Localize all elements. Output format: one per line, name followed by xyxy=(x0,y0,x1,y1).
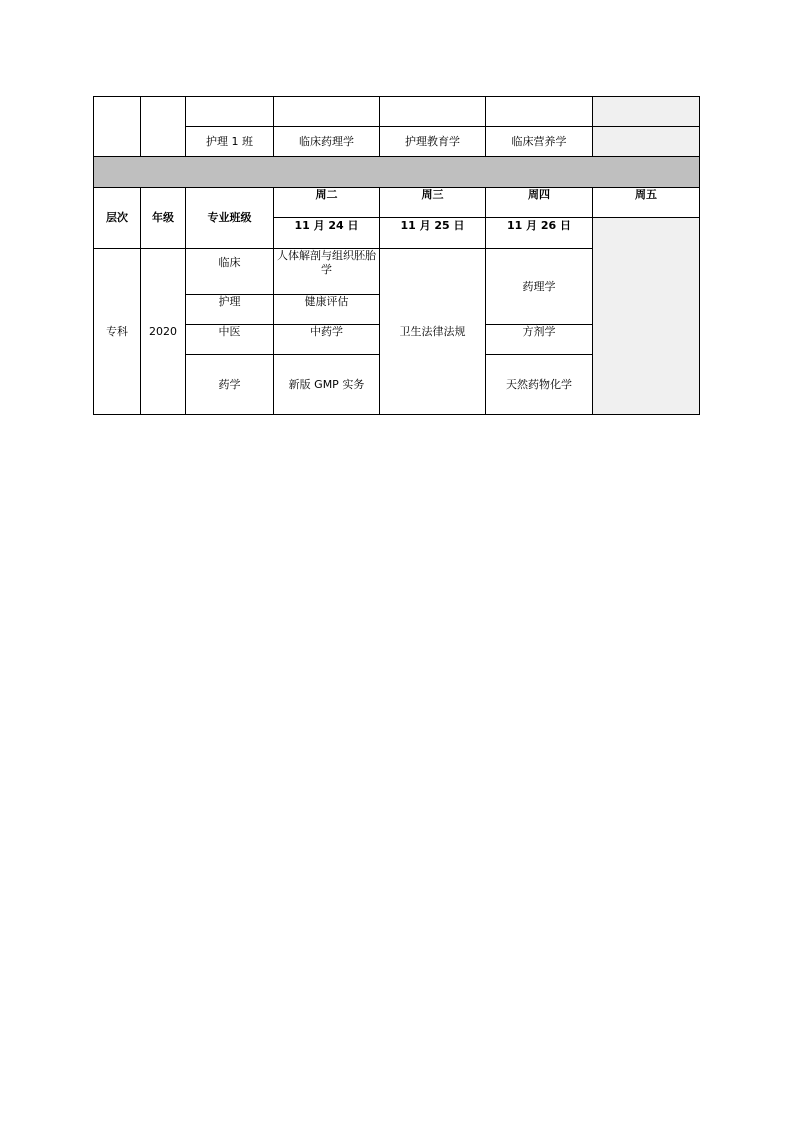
table-row xyxy=(94,97,700,127)
band-cell xyxy=(94,157,700,188)
table-cell xyxy=(486,97,593,127)
thu-top-cell: 药理学 xyxy=(486,249,593,325)
header-day-fri: 周五 xyxy=(593,188,700,218)
table-cell xyxy=(186,97,274,127)
major-cell: 药学 xyxy=(186,355,274,415)
thu-mid-cell: 方剂学 xyxy=(486,325,593,355)
table-cell xyxy=(94,97,141,157)
date-wed: 11 月 25 日 xyxy=(380,218,486,249)
header-day-tue: 周二 xyxy=(274,188,380,218)
thu-bottom-cell: 天然药物化学 xyxy=(486,355,593,415)
schedule-table xyxy=(93,96,700,415)
level-cell: 专科 xyxy=(94,249,141,415)
grade-cell: 2020 xyxy=(141,249,186,415)
class-cell: 护理 1 班 xyxy=(186,127,274,157)
header-day-wed: 周三 xyxy=(380,188,486,218)
date-tue: 11 月 24 日 xyxy=(274,218,380,249)
header-day-thu: 周四 xyxy=(486,188,593,218)
header-major-class: 专业班级 xyxy=(186,188,274,249)
major-cell: 中医 xyxy=(186,325,274,355)
header-row xyxy=(94,188,700,218)
course-cell: 护理教育学 xyxy=(380,127,486,157)
header-level: 层次 xyxy=(94,188,141,249)
major-cell: 护理 xyxy=(186,295,274,325)
table-cell xyxy=(380,97,486,127)
course-cell: 中药学 xyxy=(274,325,380,355)
table-cell xyxy=(141,97,186,157)
separator-band xyxy=(94,157,700,188)
table-cell xyxy=(274,97,380,127)
header-grade: 年级 xyxy=(141,188,186,249)
friday-empty-cell xyxy=(593,218,700,415)
course-cell: 临床营养学 xyxy=(486,127,593,157)
course-cell: 临床药理学 xyxy=(274,127,380,157)
table-cell xyxy=(593,97,700,127)
wed-merged-cell: 卫生法律法规 xyxy=(380,249,486,415)
course-cell: 人体解剖与组织胚胎学 xyxy=(274,249,380,295)
course-cell: 健康评估 xyxy=(274,295,380,325)
date-thu: 11 月 26 日 xyxy=(486,218,593,249)
major-cell: 临床 xyxy=(186,249,274,295)
table-cell xyxy=(593,127,700,157)
course-cell: 新版 GMP 实务 xyxy=(274,355,380,415)
